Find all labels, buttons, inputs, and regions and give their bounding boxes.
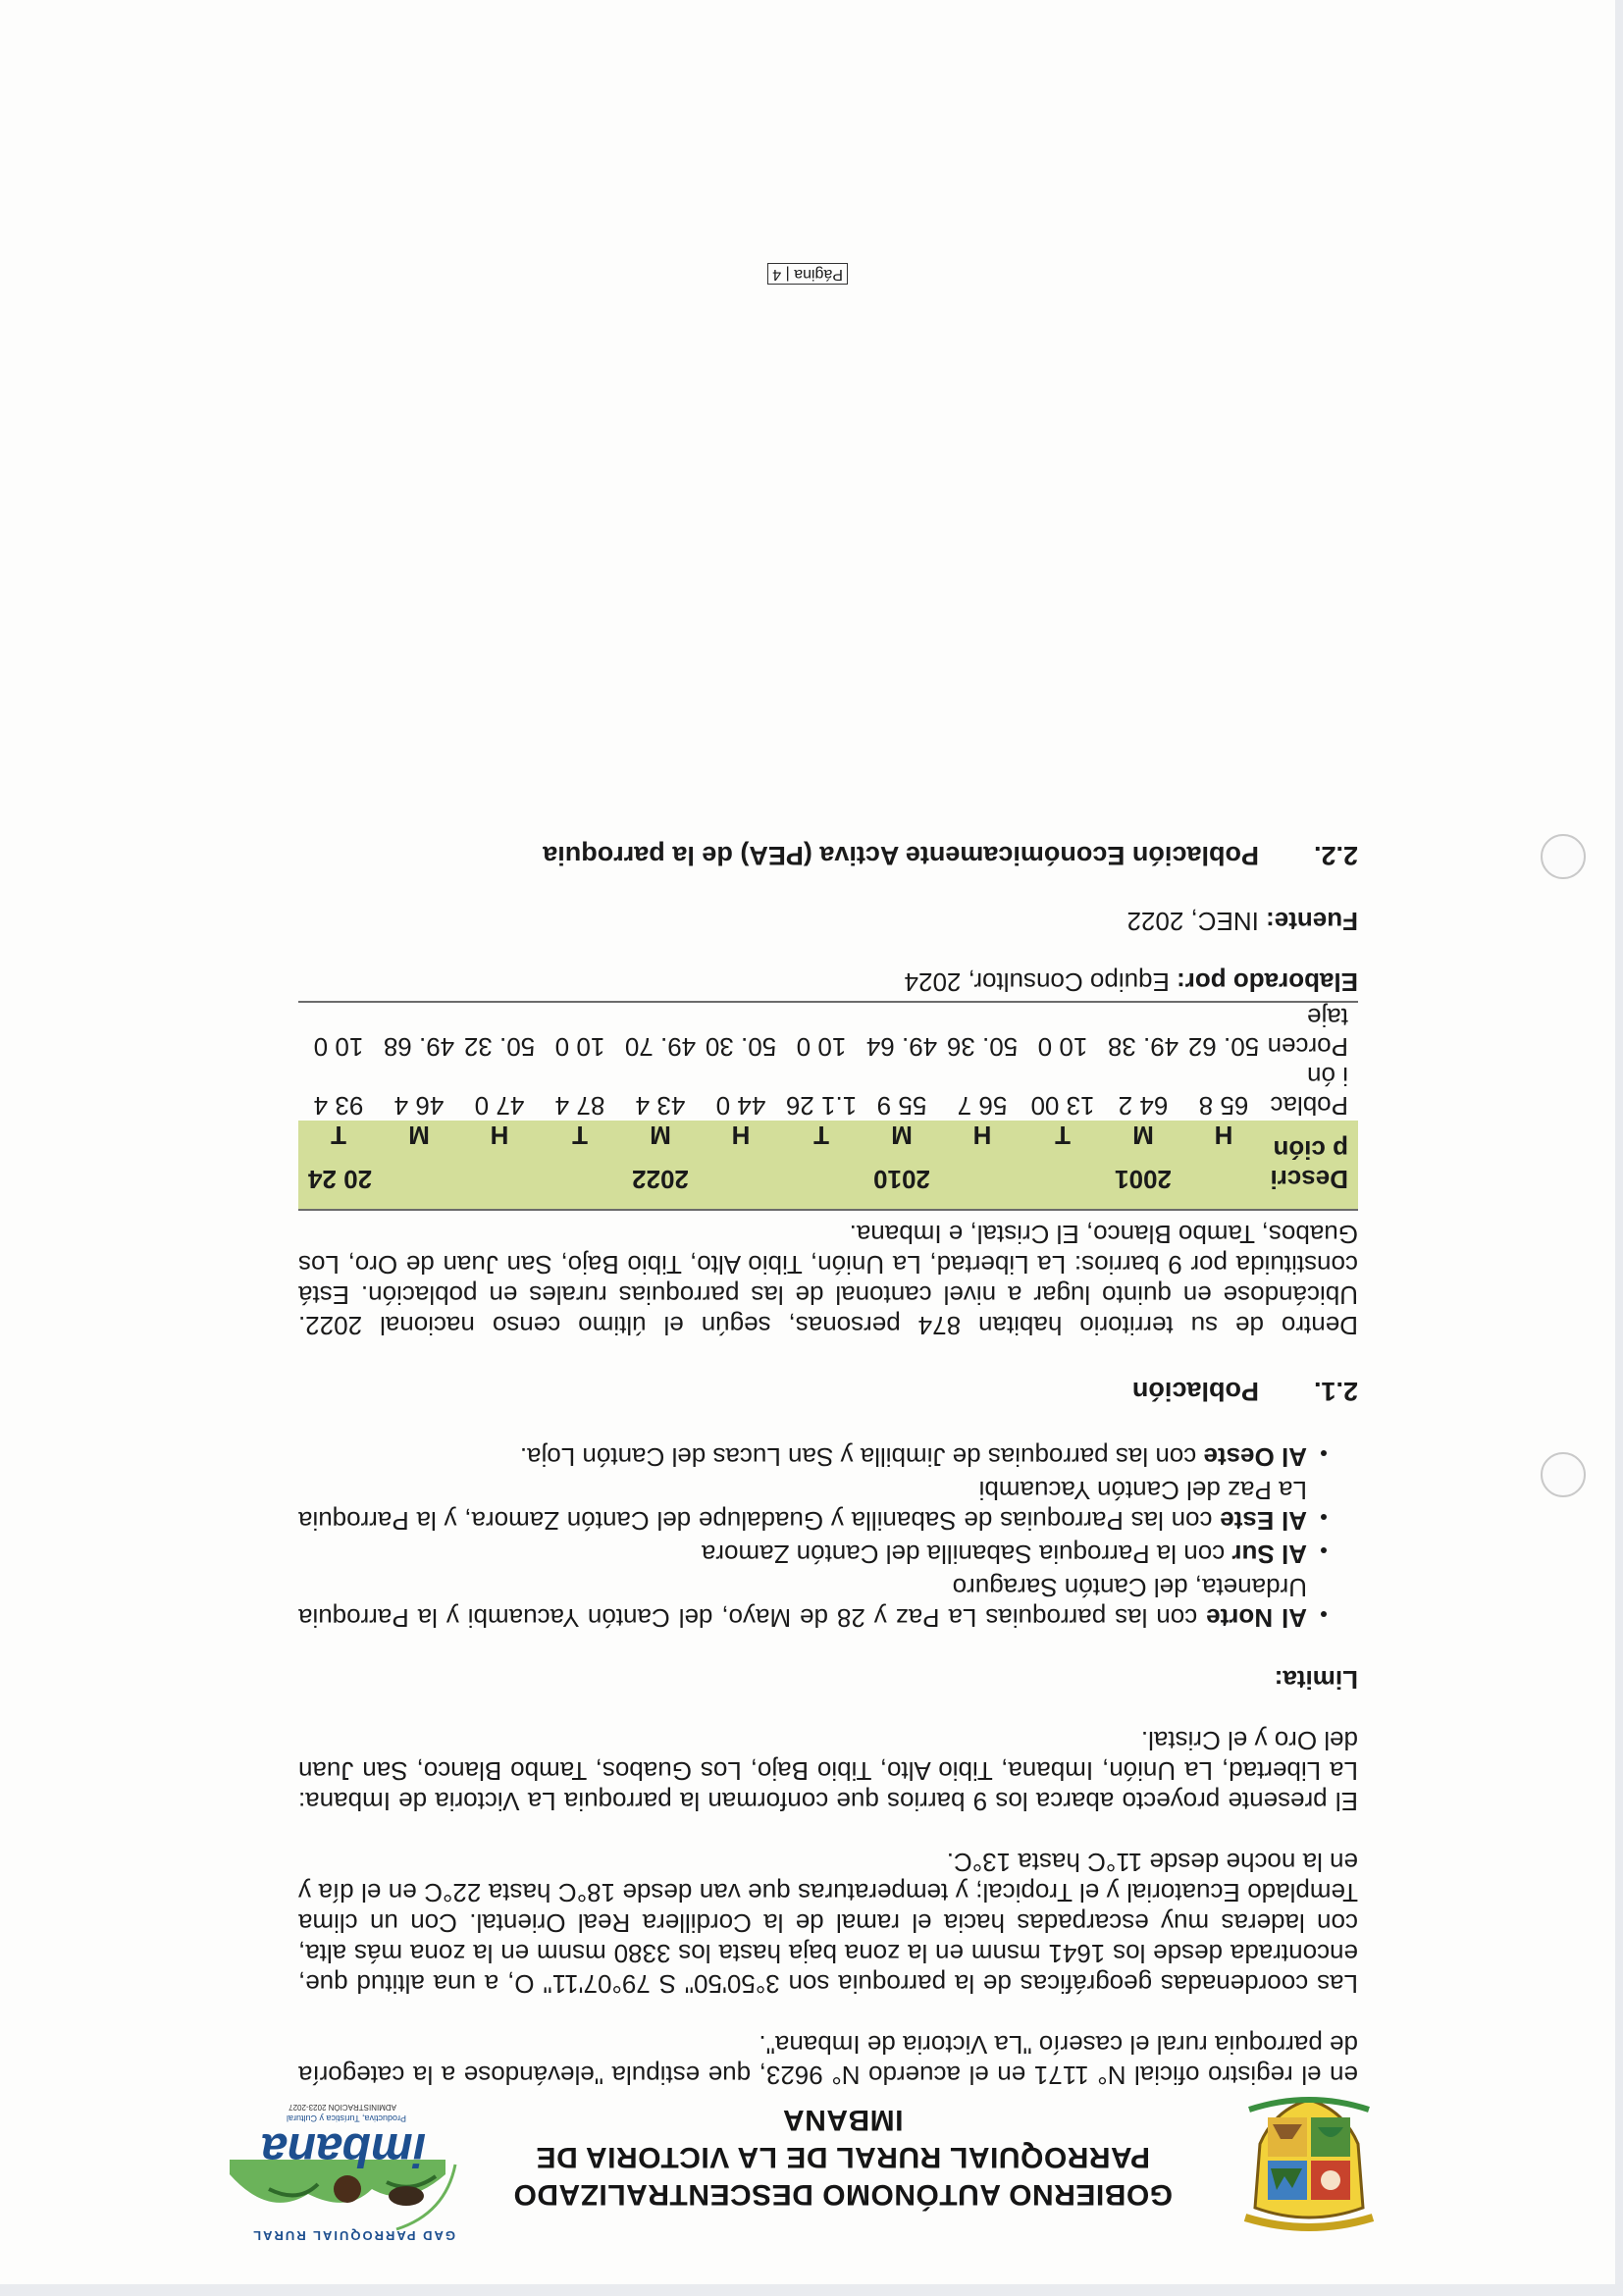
limit-direction: Al Sur xyxy=(1231,1539,1307,1569)
section-title: Población xyxy=(1131,1377,1259,1406)
table-cell: 55 9 xyxy=(876,1091,927,1121)
table-header-row-years xyxy=(298,1150,1358,1210)
punch-hole-lower xyxy=(1541,834,1586,879)
table-cell: 56 7 xyxy=(957,1091,1008,1121)
limit-text: con la Parroquia Sabanilla del Cantón Zamora xyxy=(701,1539,1232,1569)
table-header-sex: T xyxy=(1055,1121,1071,1150)
scan-edge-top xyxy=(0,2284,1623,2296)
institution-title xyxy=(480,2101,1206,2213)
table-cell: 13 00 xyxy=(1030,1091,1095,1121)
table-cell: 44 0 xyxy=(715,1091,766,1121)
table-cell: 49. 70 xyxy=(620,1002,701,1062)
limit-text: con las parroquias de Jimbilla y San Lucas del Cantón Loja. xyxy=(519,1442,1204,1472)
table-source xyxy=(298,906,1358,997)
institution-title-line1: GOBIERNO AUTÓNOMO DESCENTRALIZADO xyxy=(512,2178,1174,2211)
table-header-year-2024: 20 24 xyxy=(298,1150,540,1210)
population-table xyxy=(298,1001,1358,1211)
table-cell: 49. 38 xyxy=(1103,1002,1183,1062)
limits-list xyxy=(298,1441,1358,1633)
table-cell: 50. 62 xyxy=(1183,1002,1264,1062)
table-header-sex: H xyxy=(490,1121,509,1150)
logo-administration: ADMINISTRACIÓN 2023-2027 xyxy=(288,2103,396,2112)
punch-hole-upper xyxy=(1541,1452,1586,1497)
table-cell: 10 0 xyxy=(781,1002,862,1062)
section-heading-poblacion xyxy=(298,1376,1358,1406)
table-cell: 43 4 xyxy=(635,1091,686,1121)
document-header xyxy=(215,2090,1383,2257)
limit-text: con las parroquias La Paz y 28 de Mayo, del Cantón Yacuambi y la Parroquia Urdaneta, del Cantón Saraguro xyxy=(297,1573,1307,1633)
fuente-line xyxy=(298,906,1358,936)
table-cell: 50. 32 xyxy=(459,1002,540,1062)
table-cell: 50. 30 xyxy=(701,1002,781,1062)
institution-title-line2: PARROQUIAL RURAL DE LA VICTORIA DE IMBANA xyxy=(536,2104,1150,2173)
table-cell: 93 4 xyxy=(313,1091,364,1121)
table-row-poblacion xyxy=(298,1062,1358,1121)
paragraph-registro-oficial: en el registro oficial N° 1171 en el acuerdo N° 9623, que estipula "elevándose a la categoría de parroquia rural el caserío "La Victoria de Imbana". xyxy=(298,2030,1358,2090)
table-cell: 10 0 xyxy=(298,1002,379,1062)
table-header-year-2001: 2001 xyxy=(1022,1150,1264,1210)
table-header-year-2010: 2010 xyxy=(781,1150,1022,1210)
section-number: 2.1. xyxy=(1313,1377,1358,1406)
table-header-sex: M xyxy=(1132,1121,1154,1150)
logo-brand-text: imbana xyxy=(260,2123,426,2175)
table-header-sex: M xyxy=(650,1121,671,1150)
list-item-este xyxy=(298,1475,1309,1536)
paragraph-barrios: El presente proyecto abarca los 9 barrios que conforman la parroquia La Victoria de Imbana: La Libertad, La Unión, Imbana, Tibio Alto, Tibio Bajo, Los Guabos, Tambo Blanco, San Juan del Oro y el Cristal. xyxy=(298,1726,1358,1816)
table-header-sex: T xyxy=(572,1121,588,1150)
table-header-sex: M xyxy=(408,1121,430,1150)
elaborado-label: Elaborado por: xyxy=(1177,967,1358,997)
table-header-row-sex xyxy=(298,1121,1358,1150)
table-header-sex: T xyxy=(331,1121,346,1150)
limit-text: con las Parroquias de Sabanilla y Guadalupe del Cantón Zamora, y la Parroquia La Paz del Cantón Yacuambi xyxy=(297,1476,1307,1536)
table-cell: 10 0 xyxy=(1022,1002,1103,1062)
document-body xyxy=(298,805,1358,2090)
limita-heading: Limita: xyxy=(1274,1665,1358,1695)
table-cell: 87 4 xyxy=(554,1091,605,1121)
fuente-label: Fuente: xyxy=(1266,907,1358,936)
limit-direction: Al Oeste xyxy=(1203,1442,1307,1472)
elaborado-value: Equipo Consultor, 2024 xyxy=(904,967,1178,997)
table-header-sex: T xyxy=(813,1121,829,1150)
table-cell: 64 2 xyxy=(1118,1091,1169,1121)
table-header-sex: M xyxy=(891,1121,913,1150)
table-cell: 49. 68 xyxy=(379,1002,459,1062)
table-header-year-2022: 2022 xyxy=(540,1150,781,1210)
limit-direction: Al Norte xyxy=(1206,1603,1307,1633)
table-cell: 10 0 xyxy=(540,1002,620,1062)
table-header-description: Descrip ción xyxy=(1264,1121,1358,1210)
table-cell: 47 0 xyxy=(474,1091,525,1121)
table-cell: 50. 36 xyxy=(942,1002,1022,1062)
fuente-value: INEC, 2022 xyxy=(1126,907,1267,936)
table-cell: 46 4 xyxy=(393,1091,445,1121)
logo-arc-text: GAD PARROQUIAL RURAL xyxy=(251,2228,455,2243)
table-cell: 49. 64 xyxy=(862,1002,942,1062)
elaborado-line xyxy=(298,966,1358,997)
list-item-sur xyxy=(298,1539,1309,1569)
parish-crest-logo xyxy=(1235,2090,1383,2237)
list-item-norte xyxy=(298,1572,1309,1633)
logo-tagline: Productiva, Turística y Cultural xyxy=(286,2113,406,2123)
scan-edge-left xyxy=(1615,0,1623,2296)
section-title: Población Económicamente Activa (PEA) de la parroquia xyxy=(543,841,1259,870)
table-cell: 1.1 26 xyxy=(785,1091,858,1121)
section-heading-pea xyxy=(298,840,1358,870)
gad-imbana-logo xyxy=(215,2096,465,2243)
paragraph-poblacion: Dentro de su territorio habitan 874 personas, según el último censo nacional 2022. Ubicándose en quinto lugar a nivel cantonal de las parroquias rurales en población. Está constituida por 9 barrios: La Libertad, La Unión, Tibio Alto, Tibio Bajo, San Juan de Oro, Los Guabos, Tambo Blanco, El Cristal, e Imbana. xyxy=(298,1220,1358,1340)
limit-direction: Al Este xyxy=(1220,1506,1307,1536)
table-header-sex: H xyxy=(972,1121,992,1150)
section-number: 2.2. xyxy=(1313,841,1358,870)
table-header-sex: H xyxy=(1214,1121,1233,1150)
page-number: Página | 4 xyxy=(767,263,848,285)
table-row-porcentaje xyxy=(298,1002,1358,1062)
table-row-label: Porcen taje xyxy=(1264,1002,1358,1062)
table-row-label: Poblaci ón xyxy=(1270,1062,1348,1121)
table-header-sex: H xyxy=(731,1121,751,1150)
paragraph-coordenadas: Las coordenadas geográficas de la parroquia son 3°50'50" S 79°07'11" O, a una altitud que, encontrada desde los 1641 msnm en la zona baja hasta los 3380 msnm en la zona más alta, con laderas muy escarpadas hacia el ramal de la Cordillera Real Oriental. Con un clima Templado Ecuatorial y el Tropical; y temperaturas que van desde 18°C hasta 22°C en el día y en la noche desde 11°C hasta 13°C. xyxy=(298,1848,1358,1999)
list-item-oeste xyxy=(298,1441,1309,1472)
table-cell: 65 8 xyxy=(1198,1091,1249,1121)
